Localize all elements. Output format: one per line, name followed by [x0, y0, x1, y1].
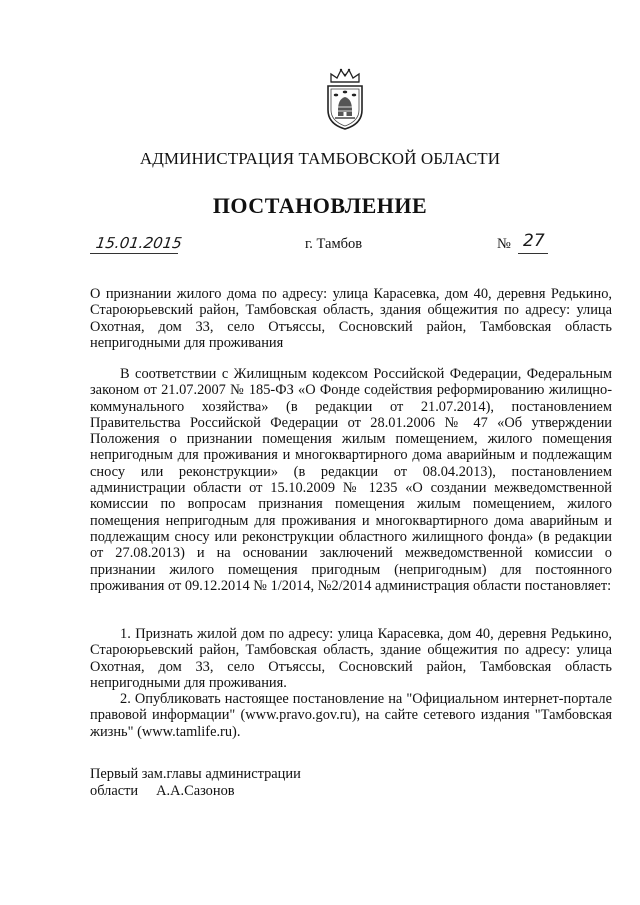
document-subject: О признании жилого дома по адресу: улица Карасевка, дом 40, деревня Редькино, Староюрьевский район, Тамбовская область, здания общежития по адресу: улица Охотная, дом 33, село Отъяссы, Сосновский район, Тамбовская область непригодными для проживания — [90, 286, 612, 351]
resolution-item-1: 1. Признать жилой дом по адресу: улица Карасевка, дом 40, деревня Редькино, Староюрьевский район, Тамбовская область, здание общежития по адресу: улица Охотная, дом 33, село Отъяссы, Сосновский район, Тамбовская область непригодными для проживания. — [90, 626, 612, 691]
resolution-item-2: 2. Опубликовать настоящее постановление на "Официальном интернет-портале правовой информации" (www.pravo.gov.ru), на сайте сетевого издания "Тамбовская жизнь" (www.tamlife.ru). — [90, 691, 612, 740]
tambov-coat-of-arms-icon — [322, 66, 368, 132]
signatory-position: Первый зам.главы администрации — [90, 766, 301, 782]
document-city: г. Тамбов — [305, 236, 363, 252]
issuing-authority: АДМИНИСТРАЦИЯ ТАМБОВСКОЙ ОБЛАСТИ — [139, 149, 501, 168]
date-underline — [90, 253, 178, 254]
signatory-line — [90, 783, 301, 800]
preamble-paragraph: В соответствии с Жилищным кодексом Российской Федерации, Федеральным законом от 21.07.2007 № 185-ФЗ «О Фонде содействия реформированию жилищно-коммунального хозяйства» (в редакции от 21.07.2014), постановлением Правительства Российской Федерации от 28.01.2006 № 47 «Об утверждении Положения о признании помещения жилым помещением, жилого помещения непригодным для проживания и многоквартирного дома аварийным и подлежащим сносу или реконструкции» (в редакции от 08.04.2013), постановлением администрации области от 15.10.2009 № 1235 «О создании межведомственной комиссии по вопросам признания помещения жилым помещением, жилого помещения непригодным для проживания и многоквартирного дома аварийным и подлежащим сносу или реконструкции областного жилищного фонда» (в редакции от 27.08.2013) и на основании заключений межведомственной комиссии о признании жилого помещения пригодным (непригодным) для постоянного проживания от 09.12.2014 № 1/2014, №2/2014 администрация области постановляет: — [90, 366, 612, 594]
signature-block — [90, 766, 301, 800]
document-date: 15.01.2015 — [94, 234, 184, 252]
document-number-label: № — [497, 236, 511, 252]
document-number: 27 — [523, 231, 545, 251]
document-type-title: ПОСТАНОВЛЕНИЕ — [212, 193, 428, 218]
signatory-region: области — [90, 783, 139, 799]
signatory-name: А.А.Сазонов — [156, 783, 235, 799]
number-underline — [518, 253, 548, 254]
